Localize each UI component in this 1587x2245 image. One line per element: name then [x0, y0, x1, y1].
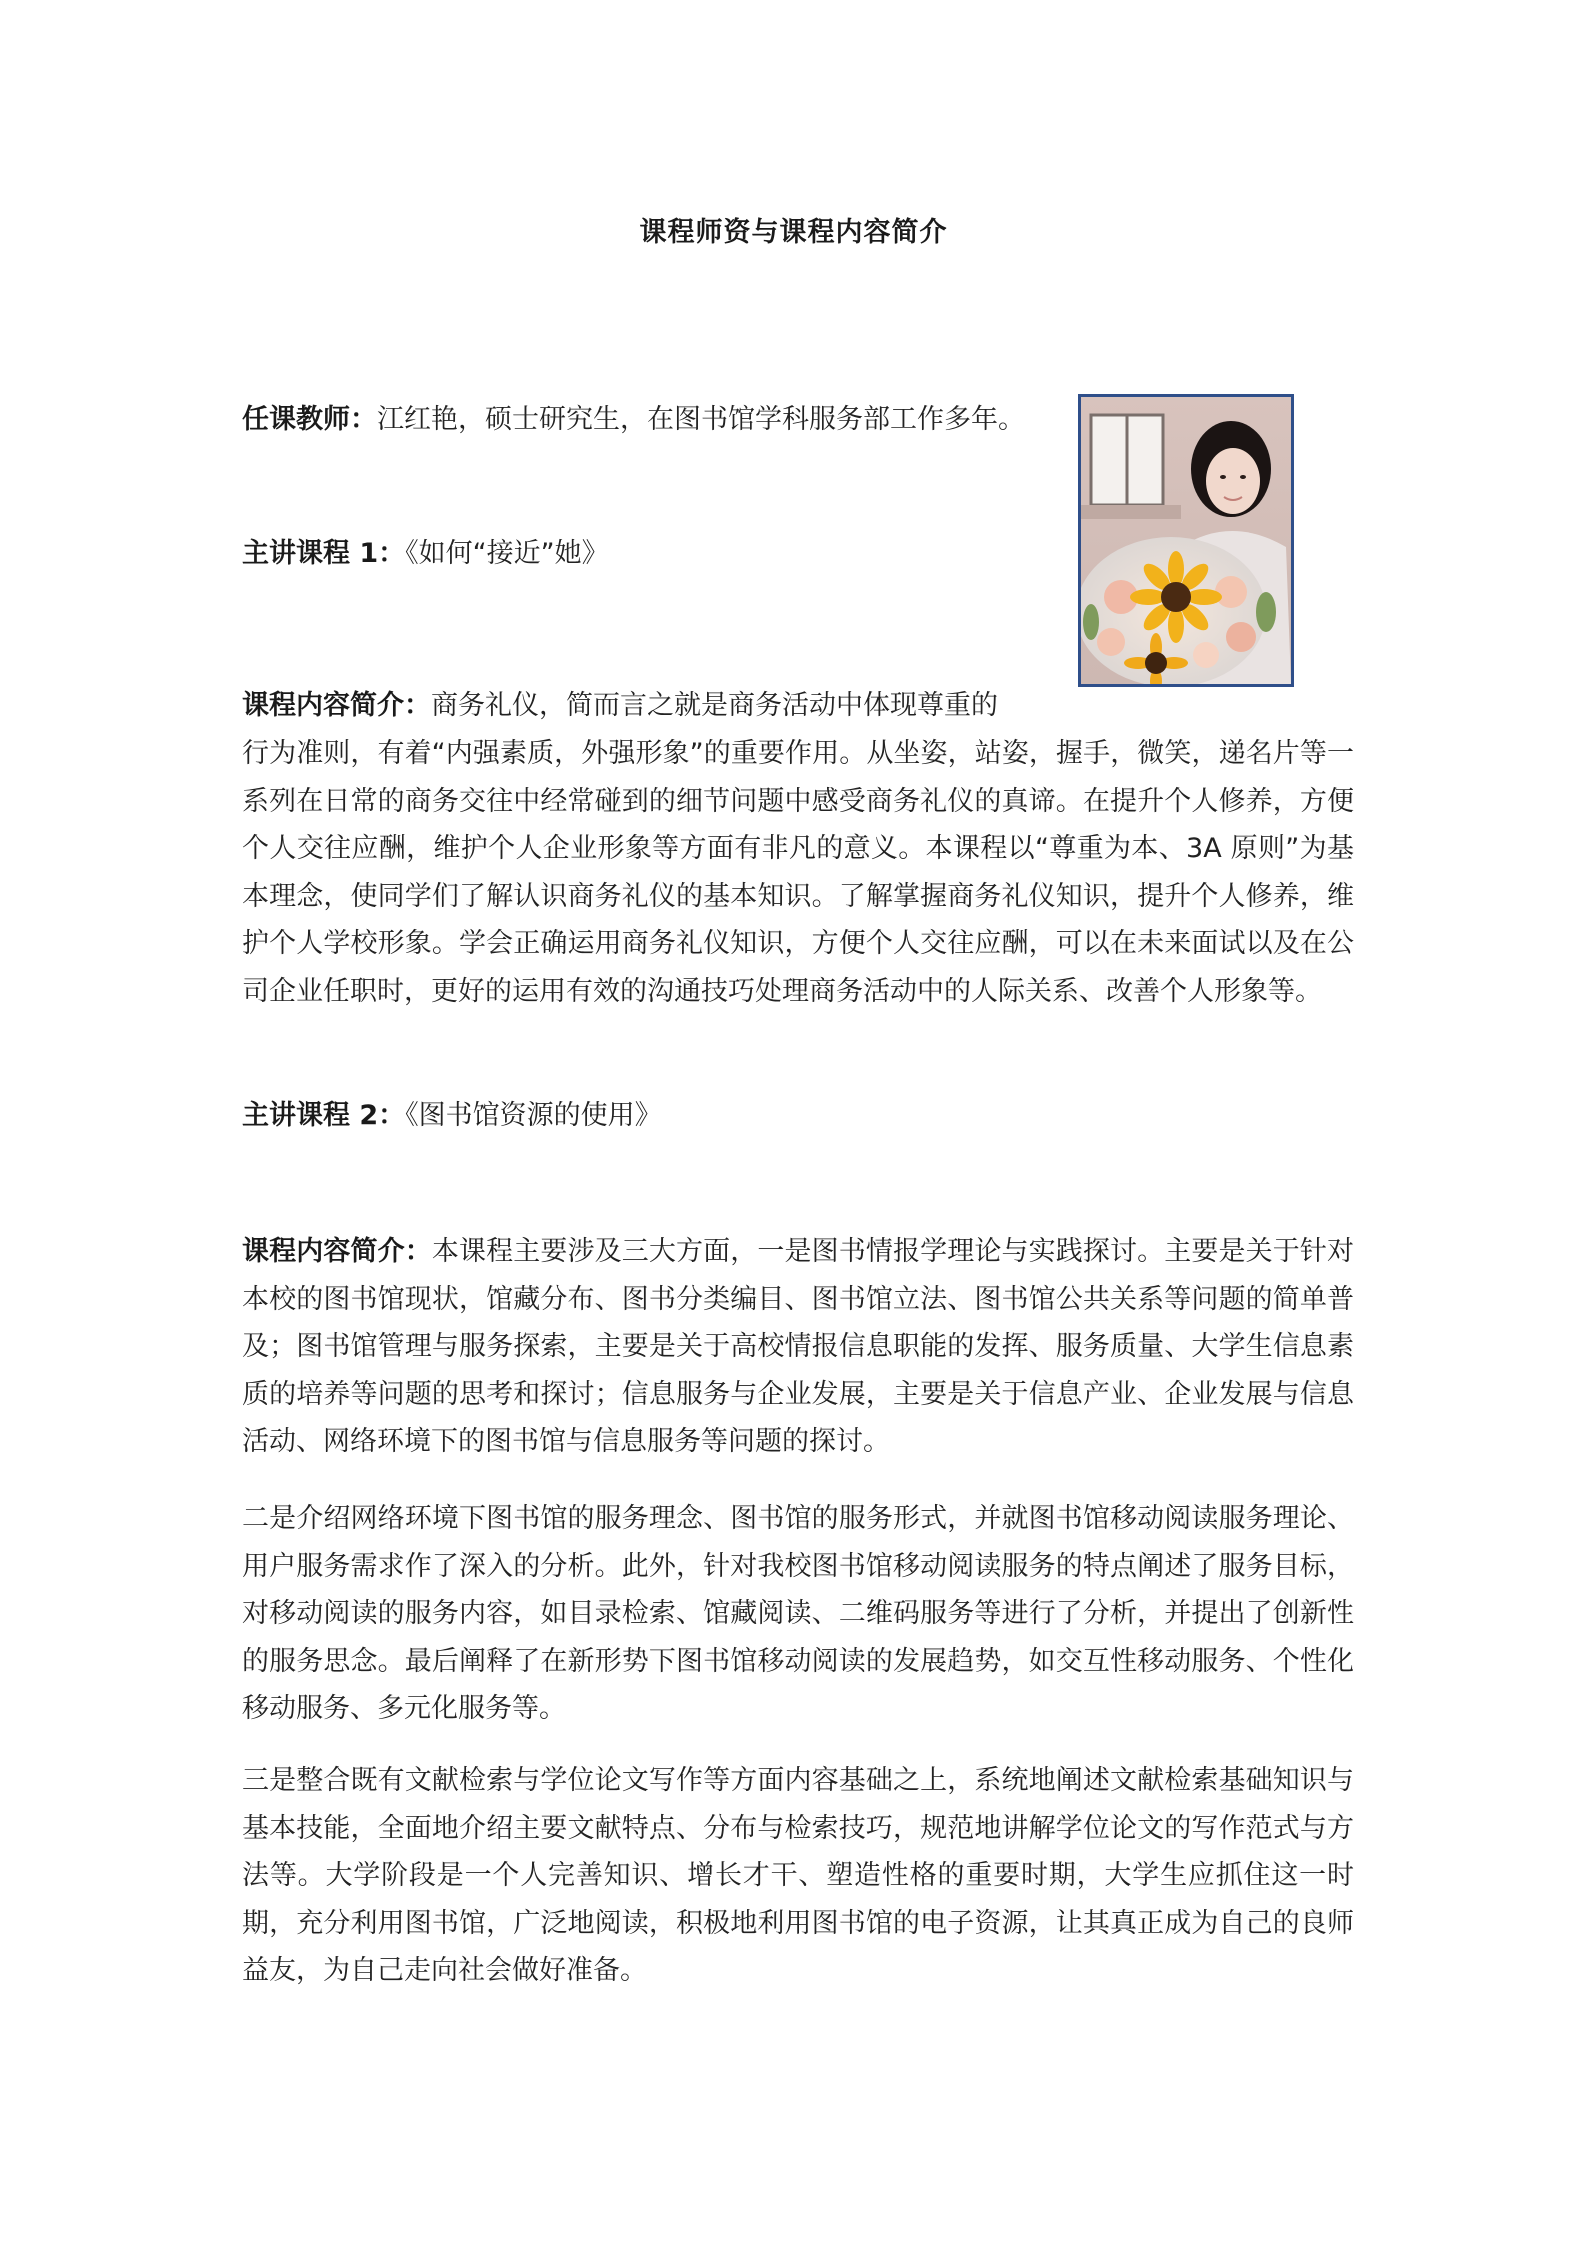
course2-intro-label: 课程内容简介：	[242, 1236, 432, 1267]
course2-intro-p1-text: 本课程主要涉及三大方面，一是图书情报学理论与实践探讨。主要是关于针对本校的图书馆现状，馆藏分布、图书分类编目、图书馆立法、图书馆公共关系等问题的简单普及；图书馆管理与服务探索，主要是关于高校情报信息职能的发挥、服务质量、大学生信息素质的培养等问题的思考和探讨；信息服务与企业发展，主要是关于信息产业、企业发展与信息活动、网络环境下的图书馆与信息服务等问题的探讨。	[242, 1236, 1354, 1457]
course1-line	[242, 530, 1354, 578]
course2-name: 《图书馆资源的使用》	[405, 1100, 662, 1131]
teacher-text: 江红艳，硕士研究生，在图书馆学科服务部工作多年。	[377, 404, 1025, 435]
teacher-label: 任课教师：	[242, 404, 377, 435]
course2-intro-p2: 二是介绍网络环境下图书馆的服务理念、图书馆的服务形式，并就图书馆移动阅读服务理论、用户服务需求作了深入的分析。此外，针对我校图书馆移动阅读服务的特点阐述了服务目标，对移动阅读的服务内容，如目录检索、馆藏阅读、二维码服务等进行了分析，并提出了创新性的服务思念。最后阐释了在新形势下图书馆移动阅读的发展趋势，如交互性移动服务、个性化移动服务、多元化服务等。	[242, 1503, 1354, 1724]
course2-line	[242, 1092, 1354, 1140]
course1-intro-label: 课程内容简介：	[242, 690, 431, 721]
course1-intro-first: 商务礼仪，简而言之就是商务活动中体现尊重的	[431, 690, 998, 721]
course1-intro-first-line	[242, 682, 1062, 730]
page-title: 课程师资与课程内容简介	[639, 217, 948, 248]
course2-intro-p1	[242, 1228, 1354, 1466]
course1-name: 《如何“接近”她》	[405, 538, 609, 569]
course1-intro-rest: 行为准则，有着“内强素质，外强形象”的重要作用。从坐姿，站姿，握手，微笑，递名片等一系列在日常的商务交往中经常碰到的细节问题中感受商务礼仪的真谛。在提升个人修养，方便个人交往应酬，维护个人企业形象等方面有非凡的意义。本课程以“尊重为本、3A 原则”为基本理念，使同学们了解认识商务礼仪的基本知识。了解掌握商务礼仪知识，提升个人修养，维护个人学校形象。学会正确运用商务礼仪知识，方便个人交往应酬，可以在未来面试以及在公司企业任职时，更好的运用有效的沟通技巧处理商务活动中的人际关系、改善个人形象等。	[242, 738, 1354, 1007]
course2-intro-p3: 三是整合既有文献检索与学位论文写作等方面内容基础之上，系统地阐述文献检索基础知识与基本技能，全面地介绍主要文献特点、分布与检索技巧，规范地讲解学位论文的写作范式与方法等。大学阶段是一个人完善知识、增长才干、塑造性格的重要时期，大学生应抓住这一时期，充分利用图书馆，广泛地阅读，积极地利用图书馆的电子资源，让其真正成为自己的良师益友，为自己走向社会做好准备。	[242, 1765, 1354, 1986]
course1-label: 主讲课程 1：	[242, 538, 406, 569]
course2-label: 主讲课程 2：	[242, 1100, 406, 1131]
